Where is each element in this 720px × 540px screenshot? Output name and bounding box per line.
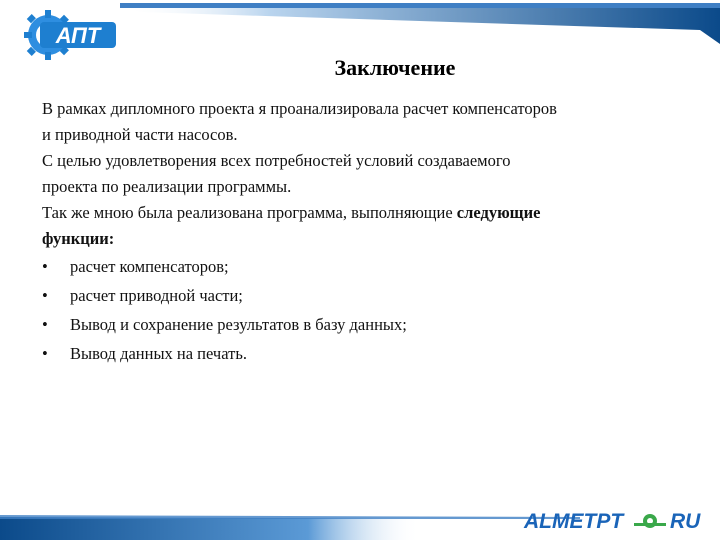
paragraph-3-bold-2: функции: bbox=[42, 229, 115, 248]
paragraph-2 bbox=[42, 148, 682, 200]
brand-text-right: RU bbox=[670, 510, 701, 533]
bullet-icon: • bbox=[42, 344, 48, 363]
brand-text-left: ALMETPT bbox=[524, 510, 624, 533]
slide-body bbox=[42, 96, 682, 368]
list-item: • Вывод данных на печать. bbox=[42, 339, 682, 368]
list-item: • расчет приводной части; bbox=[42, 281, 682, 310]
bullet-icon: • bbox=[42, 257, 48, 276]
paragraph-1 bbox=[42, 96, 682, 148]
app-logo bbox=[10, 10, 120, 60]
paragraph-2-line-2: проекта по реализации программы. bbox=[42, 177, 292, 196]
gear-icon bbox=[634, 514, 666, 528]
bullet-icon: • bbox=[42, 315, 48, 334]
list-item: • расчет компенсаторов; bbox=[42, 252, 682, 281]
logo-text: АПТ bbox=[55, 23, 101, 48]
paragraph-3-bold-1: следующие bbox=[456, 203, 541, 222]
function-list bbox=[42, 252, 682, 368]
bullet-icon: • bbox=[42, 286, 48, 305]
paragraph-1-line-1: В рамках дипломного проекта я проанализировала расчет компенсаторов bbox=[42, 99, 557, 118]
list-item: • Вывод и сохранение результатов в базу данных; bbox=[42, 310, 682, 339]
paragraph-1-line-2: и приводной части насосов. bbox=[42, 125, 238, 144]
paragraph-2-line-1: С целью удовлетворения всех потребностей условий создаваемого bbox=[42, 151, 511, 170]
paragraph-3-line-1: Так же мною была реализована программа, выполняющие bbox=[42, 203, 457, 222]
slide-title: Заключение bbox=[334, 55, 456, 80]
brand-logo bbox=[522, 505, 718, 535]
paragraph-3 bbox=[42, 200, 682, 252]
